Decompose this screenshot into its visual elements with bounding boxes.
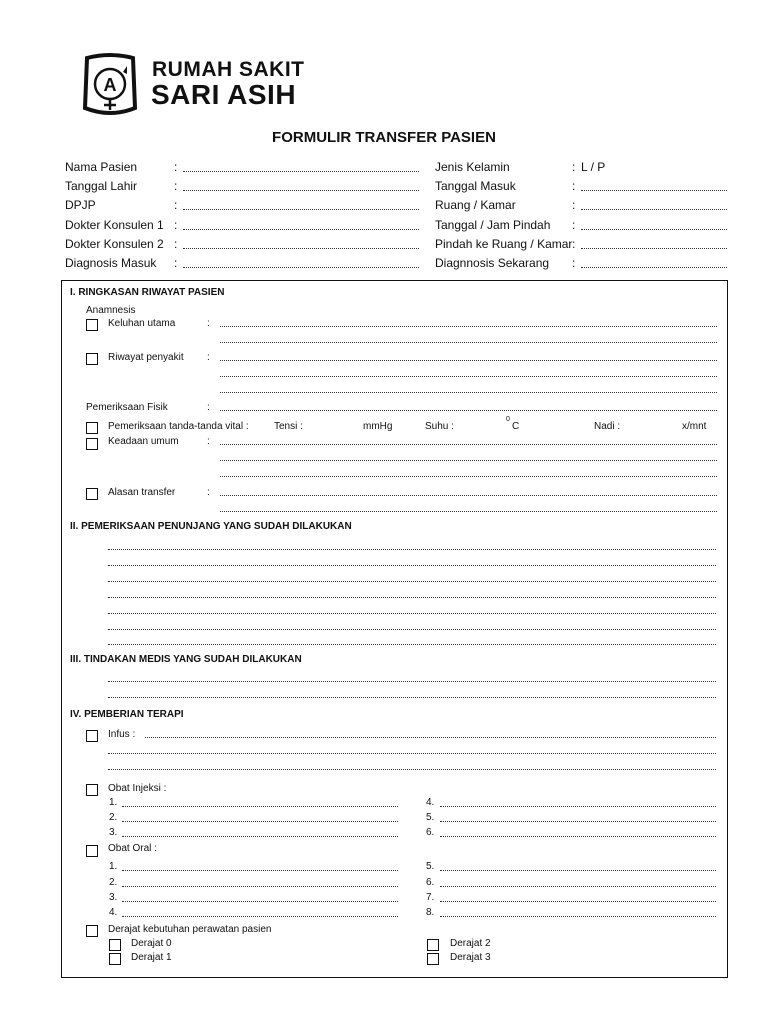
keadaan-checkbox[interactable] (86, 438, 98, 450)
pemeriksaan-fisik-field[interactable] (220, 410, 717, 411)
injeksi-left-number: 3. (109, 827, 118, 838)
pemeriksaan-fisik-colon: : (207, 402, 210, 413)
info-left-label: Tanggal Lahir (65, 179, 138, 193)
oral-right-field[interactable] (440, 870, 716, 871)
keadaan-field-1[interactable] (220, 444, 717, 445)
keadaan-colon: : (207, 436, 210, 447)
riwayat-label: Riwayat penyakit (108, 352, 184, 363)
info-right-label: Tanggal Masuk (435, 179, 516, 193)
injeksi-right-number: 4. (426, 797, 435, 808)
injeksi-left-number: 1. (109, 797, 118, 808)
penunjang-field-3[interactable] (108, 581, 716, 582)
injeksi-left-field[interactable] (122, 806, 398, 807)
injeksi-right-field[interactable] (440, 806, 716, 807)
info-right-field[interactable] (581, 209, 727, 210)
riwayat-field-2[interactable] (220, 376, 717, 377)
info-left-label: Dokter Konsulen 2 (65, 237, 164, 251)
derajat1-checkbox[interactable] (109, 953, 121, 965)
info-right-label: Pindah ke Ruang / Kamar (435, 237, 573, 251)
hospital-name-line2: SARI ASIH (151, 79, 297, 110)
keluhan-label: Keluhan utama (108, 318, 176, 329)
penunjang-field-6[interactable] (108, 629, 716, 630)
info-right-label: Ruang / Kamar (435, 198, 516, 212)
oral-left-number: 2. (109, 877, 118, 888)
derajat2-checkbox[interactable] (427, 939, 439, 951)
derajat1-label: Derajat 1 (131, 952, 172, 963)
hospital-name-line1: RUMAH SAKIT (152, 58, 305, 81)
alasan-field-2[interactable] (220, 511, 717, 512)
keluhan-checkbox[interactable] (86, 319, 98, 331)
oral-left-number: 4. (109, 907, 118, 918)
gender-value[interactable]: L / P (581, 160, 606, 174)
infus-field-1[interactable] (145, 737, 716, 738)
oral-left-field[interactable] (122, 916, 398, 917)
info-right-label: Tanggal / Jam Pindah (435, 218, 551, 232)
info-left-colon: : (174, 179, 178, 193)
section2-title: II. PEMERIKSAAN PENUNJANG YANG SUDAH DILAKUKAN (70, 521, 352, 532)
mmhg-unit: mmHg (363, 421, 393, 432)
alasan-label: Alasan transfer (108, 487, 176, 498)
riwayat-colon: : (207, 352, 210, 363)
info-left-field[interactable] (183, 209, 419, 210)
tindakan-field-1[interactable] (108, 681, 716, 682)
riwayat-checkbox[interactable] (86, 353, 98, 365)
info-left-label: Dokter Konsulen 1 (65, 218, 164, 232)
oral-right-field[interactable] (440, 916, 716, 917)
oral-right-number: 5. (426, 861, 435, 872)
oral-right-number: 7. (426, 892, 435, 903)
penunjang-field-1[interactable] (108, 549, 716, 550)
info-left-colon: : (174, 218, 178, 232)
oral-left-number: 3. (109, 892, 118, 903)
info-right-label: Diagnnosis Sekarang (435, 256, 550, 270)
injeksi-right-field[interactable] (440, 836, 716, 837)
info-left-colon: : (174, 160, 178, 174)
injeksi-right-field[interactable] (440, 821, 716, 822)
nadi-label: Nadi : (594, 421, 621, 432)
alasan-colon: : (207, 487, 210, 498)
oral-right-field[interactable] (440, 901, 716, 902)
info-left-field[interactable] (183, 248, 419, 249)
oral-right-field[interactable] (440, 886, 716, 887)
section4-title: IV. PEMBERIAN TERAPI (70, 709, 184, 720)
anamnesis-label: Anamnesis (86, 305, 136, 316)
info-right-label: Jenis Kelamin (435, 160, 510, 174)
infus-field-2[interactable] (108, 753, 716, 754)
info-left-label: Nama Pasien (65, 160, 138, 174)
info-right-colon: : (572, 218, 576, 232)
info-left-field[interactable] (183, 229, 419, 230)
penunjang-field-4[interactable] (108, 597, 716, 598)
info-left-colon: : (174, 237, 178, 251)
keadaan-field-2[interactable] (220, 460, 717, 461)
keluhan-field-2[interactable] (220, 342, 717, 343)
derajat-title: Derajat kebutuhan perawatan pasien (108, 924, 272, 935)
vital-checkbox[interactable] (86, 422, 98, 434)
form-title: FORMULIR TRANSFER PASIEN (272, 129, 496, 146)
info-left-field[interactable] (183, 171, 419, 172)
riwayat-field-3[interactable] (220, 392, 717, 393)
obat-oral-label: Obat Oral : (108, 843, 157, 854)
injeksi-left-field[interactable] (122, 836, 398, 837)
oral-right-number: 8. (426, 907, 435, 918)
hospital-logo (79, 52, 141, 118)
derajat0-checkbox[interactable] (109, 939, 121, 951)
keadaan-label: Keadaan umum (108, 436, 179, 447)
info-left-colon: : (174, 198, 178, 212)
info-right-field[interactable] (581, 229, 727, 230)
info-right-field[interactable] (581, 267, 727, 268)
tensi-label: Tensi : (274, 421, 303, 432)
derajat2-label: Derajat 2 (450, 938, 491, 949)
oral-left-field[interactable] (122, 870, 398, 871)
injeksi-right-number: 5. (426, 812, 435, 823)
info-left-field[interactable] (183, 267, 419, 268)
degree-mark: 0 (506, 416, 510, 423)
derajat-checkbox[interactable] (86, 925, 98, 937)
oral-left-field[interactable] (122, 886, 398, 887)
info-left-label: Diagnosis Masuk (65, 256, 157, 270)
obat-injeksi-label: Obat Injeksi : (108, 783, 167, 794)
riwayat-field-1[interactable] (220, 360, 717, 361)
info-right-field[interactable] (581, 248, 727, 249)
keluhan-colon: : (207, 318, 210, 329)
info-right-colon: : (572, 237, 576, 251)
info-right-colon: : (572, 256, 576, 270)
keluhan-field-1[interactable] (220, 326, 717, 327)
alasan-checkbox[interactable] (86, 488, 98, 500)
celsius-unit: C (512, 421, 520, 432)
injeksi-right-number: 6. (426, 827, 435, 838)
suhu-label: Suhu : (425, 421, 454, 432)
info-right-colon: : (572, 179, 576, 193)
info-left-label: DPJP (65, 198, 96, 212)
infus-checkbox[interactable] (86, 730, 98, 742)
section3-title: III. TINDAKAN MEDIS YANG SUDAH DILAKUKAN (70, 654, 302, 665)
info-left-field[interactable] (183, 190, 419, 191)
penunjang-field-2[interactable] (108, 565, 716, 566)
injeksi-left-field[interactable] (122, 821, 398, 822)
logo-emblem-icon (79, 52, 141, 118)
section1-title: I. RINGKASAN RIWAYAT PASIEN (70, 287, 225, 298)
xmnt-unit: x/mnt (682, 421, 707, 432)
oral-left-field[interactable] (122, 901, 398, 902)
obat-oral-checkbox[interactable] (86, 845, 98, 857)
injeksi-left-number: 2. (109, 812, 118, 823)
oral-left-number: 1. (109, 861, 118, 872)
derajat3-checkbox[interactable] (427, 953, 439, 965)
info-right-field[interactable] (581, 190, 727, 191)
infus-field-3[interactable] (108, 769, 716, 770)
penunjang-field-5[interactable] (108, 613, 716, 614)
info-right-colon: : (572, 198, 576, 212)
pemeriksaan-fisik-label: Pemeriksaan Fisik (86, 402, 168, 413)
infus-label: Infus : (108, 729, 136, 740)
oral-right-number: 6. (426, 877, 435, 888)
tindakan-field-2[interactable] (108, 697, 716, 698)
svg-text:A: A (103, 75, 117, 95)
info-right-colon: : (572, 160, 576, 174)
info-left-colon: : (174, 256, 178, 270)
vital-label: Pemeriksaan tanda-tanda vital : (108, 421, 249, 432)
penunjang-field-7[interactable] (108, 644, 716, 645)
keadaan-field-3[interactable] (220, 476, 717, 477)
derajat0-label: Derajat 0 (131, 938, 172, 949)
alasan-field-1[interactable] (220, 495, 717, 496)
obat-injeksi-checkbox[interactable] (86, 784, 98, 796)
derajat3-label: Derajat 3 (450, 952, 491, 963)
